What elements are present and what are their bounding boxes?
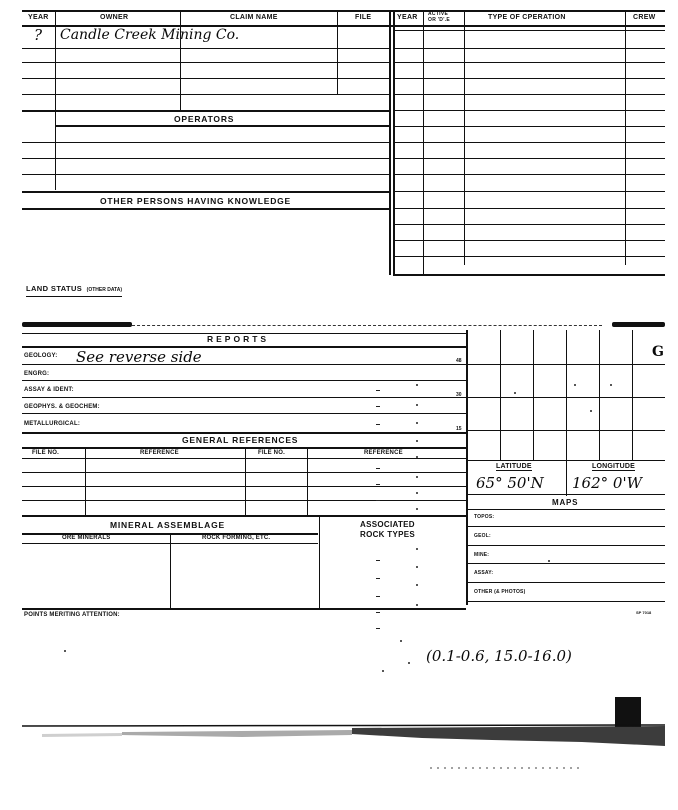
land-status-sub: (OTHER DATA) — [86, 287, 123, 293]
header-year: YEAR — [28, 14, 49, 21]
maps-geol: GEOL: — [474, 533, 491, 539]
points-note: (0.1-0.6, 15.0-16.0) — [426, 647, 572, 665]
longitude-value: 162° 0'W — [572, 474, 642, 492]
header-active-2: OR 'D'.E — [428, 17, 451, 23]
header-owner: OWNER — [100, 14, 129, 21]
entry-year: ? — [34, 26, 43, 44]
report-label-geology: GEOLOGY: — [24, 353, 58, 359]
report-label-assay: ASSAY & IDENT: — [24, 387, 74, 393]
ref-header-reference: REFERENCE — [140, 450, 179, 456]
form-code: SP 7018 — [636, 610, 652, 615]
associated-rock-types-2: ROCK TYPES — [360, 530, 416, 539]
ref-header-file-no-2: FILE NO. — [258, 450, 285, 456]
longitude-label: LONGITUDE — [592, 463, 636, 470]
report-label-geophys: GEOPHYS. & GEOCHEM: — [24, 404, 100, 410]
grid-mark: G — [652, 344, 664, 360]
latitude-value: 65° 50'N — [476, 474, 544, 492]
reports-top-rule — [22, 322, 132, 327]
maps-mine: MINE: — [474, 552, 490, 558]
header-operation: TYPE OF CPERATION — [488, 14, 566, 21]
scan-noise-band — [22, 720, 665, 750]
maps-other: OTHER (& PHOTOS) — [474, 589, 526, 595]
ref-header-reference-2: REFERENCE — [364, 450, 403, 456]
report-num-geology: 48 — [456, 358, 462, 364]
rock-forming-header: ROCK FORMING, ETC. — [202, 535, 271, 541]
report-value-geology: See reverse side — [76, 348, 202, 366]
maps-title: MAPS — [552, 498, 579, 507]
report-label-engrg: ENGRG: — [24, 371, 50, 377]
report-num-metallurgical: 15 — [456, 426, 462, 432]
scan-noise-bottom — [430, 762, 580, 774]
header-crew: CREW — [633, 14, 656, 21]
land-status-label — [26, 278, 122, 297]
ref-header-file-no: FILE NO. — [32, 450, 59, 456]
header-file: FILE — [355, 14, 372, 21]
other-persons-title: OTHER PERSONS HAVING KNOWLEDGE — [100, 196, 292, 206]
entry-owner: Candle Creek Mining Co. — [60, 27, 240, 43]
mineral-assemblage-title: MINERAL ASSEMBLAGE — [110, 520, 225, 530]
points-meriting-attention-label: POINTS MERITING ATTENTION: — [24, 612, 120, 618]
maps-assay: ASSAY: — [474, 570, 494, 576]
header-active-1: ACTIVE — [428, 11, 449, 17]
associated-rock-types-1: ASSOCIATED — [360, 520, 415, 529]
operators-title: OPERATORS — [174, 114, 235, 124]
header-claim-name: CLAIM NAME — [230, 14, 278, 21]
header-year-2: YEAR — [397, 14, 418, 21]
reports-title: REPORTS — [207, 334, 270, 344]
report-num-assay: 30 — [456, 392, 462, 398]
general-references-title: GENERAL REFERENCES — [182, 435, 299, 445]
ore-minerals-header: ORE MINERALS — [62, 535, 111, 541]
maps-topos: TOPOS: — [474, 514, 495, 520]
latitude-label: LATITUDE — [496, 463, 532, 470]
report-label-metallurgical: METALLURGICAL: — [24, 421, 81, 427]
land-status-text: LAND STATUS — [26, 284, 83, 293]
